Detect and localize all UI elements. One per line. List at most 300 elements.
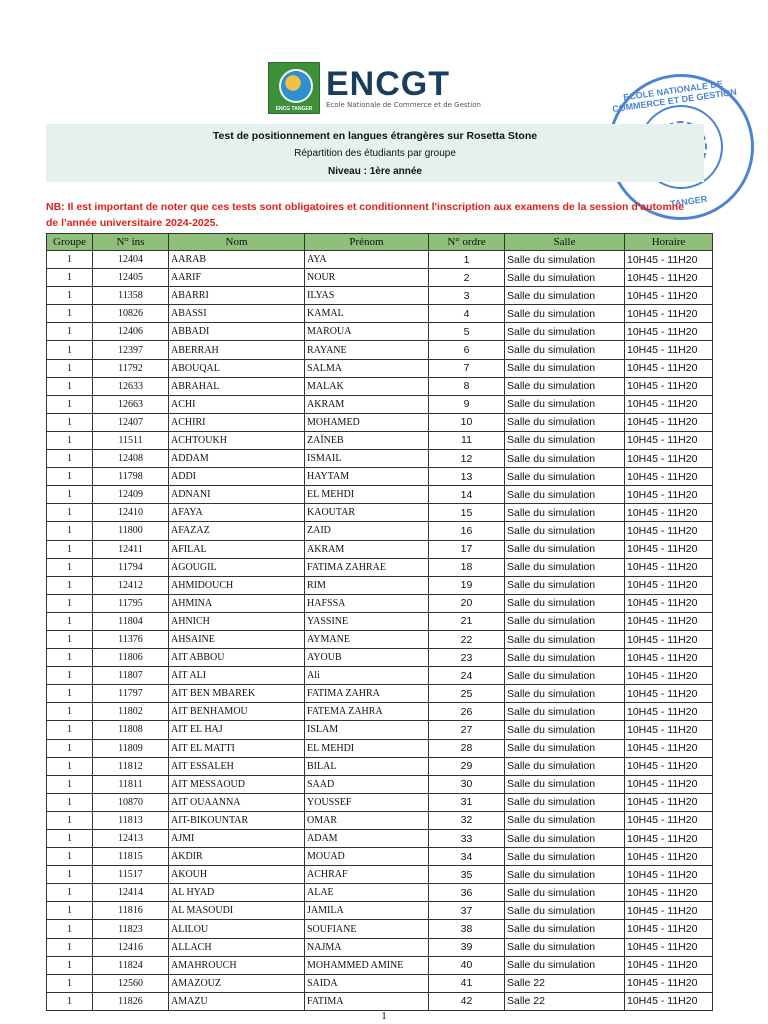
horaire-cell: 10H45 - 11H20 [625,576,713,594]
groupe-cell: 1 [47,522,93,540]
groupe-cell: 1 [47,667,93,685]
salle-cell: Salle du simulation [505,866,625,884]
table-row [47,305,713,323]
n-ins-cell: 10870 [93,793,169,811]
n-ins-cell: 11826 [93,992,169,1010]
table-row [47,703,713,721]
groupe-cell: 1 [47,848,93,866]
table-row [47,395,713,413]
table-row [47,757,713,775]
salle-cell: Salle du simulation [505,558,625,576]
logo-name: ENCGT [326,65,450,103]
salle-cell: Salle du simulation [505,739,625,757]
table-row [47,287,713,305]
table-row [47,649,713,667]
groupe-cell: 1 [47,685,93,703]
table-row [47,667,713,685]
groupe-cell: 1 [47,504,93,522]
column-salle-header: Salle [505,234,625,251]
n-ins-cell: 12416 [93,938,169,956]
n-ordre-cell: 4 [429,305,505,323]
horaire-cell: 10H45 - 11H20 [625,866,713,884]
prenom-cell: FATIMA ZAHRA [305,685,429,703]
nom-cell: AIT EL MATTI [169,739,305,757]
prenom-cell: KAOUTAR [305,504,429,522]
horaire-cell: 10H45 - 11H20 [625,757,713,775]
nom-cell: AIT EL HAJ [169,721,305,739]
table-row [47,920,713,938]
horaire-cell: 10H45 - 11H20 [625,775,713,793]
salle-cell: Salle du simulation [505,938,625,956]
nom-cell: AKOUH [169,866,305,884]
n-ordre-cell: 31 [429,793,505,811]
prenom-cell: OMAR [305,811,429,829]
salle-cell: Salle du simulation [505,775,625,793]
horaire-cell: 10H45 - 11H20 [625,739,713,757]
horaire-cell: 10H45 - 11H20 [625,558,713,576]
school-logo [268,62,481,114]
n-ins-cell: 12404 [93,251,169,269]
groupe-cell: 1 [47,540,93,558]
n-ordre-cell: 36 [429,884,505,902]
n-ordre-cell: 33 [429,830,505,848]
table-row [47,685,713,703]
n-ordre-cell: 26 [429,703,505,721]
groupe-cell: 1 [47,558,93,576]
table-row [47,468,713,486]
horaire-cell: 10H45 - 11H20 [625,667,713,685]
prenom-cell: NOUR [305,269,429,287]
nom-cell: AIT-BIKOUNTAR [169,811,305,829]
n-ordre-cell: 2 [429,269,505,287]
n-ordre-cell: 40 [429,956,505,974]
nom-cell: AARAB [169,251,305,269]
column-n-ordre-header: N° ordre [429,234,505,251]
n-ordre-cell: 7 [429,359,505,377]
n-ordre-cell: 3 [429,287,505,305]
groupe-cell: 1 [47,251,93,269]
table-row [47,956,713,974]
prenom-cell: ZAID [305,522,429,540]
stamp-top-text: ECOLE NATIONALE DE COMMERCE ET DE GESTION [611,78,738,115]
horaire-cell: 10H45 - 11H20 [625,413,713,431]
n-ordre-cell: 17 [429,540,505,558]
salle-cell: Salle du simulation [505,486,625,504]
n-ordre-cell: 41 [429,974,505,992]
table-row [47,359,713,377]
horaire-cell: 10H45 - 11H20 [625,830,713,848]
horaire-cell: 10H45 - 11H20 [625,974,713,992]
level-label: Niveau : 1ère année [328,166,422,177]
groupe-cell: 1 [47,739,93,757]
n-ins-cell: 11807 [93,667,169,685]
n-ordre-cell: 30 [429,775,505,793]
table-row [47,811,713,829]
horaire-cell: 10H45 - 11H20 [625,703,713,721]
n-ordre-cell: 15 [429,504,505,522]
nom-cell: AIT OUAANNA [169,793,305,811]
salle-cell: Salle du simulation [505,305,625,323]
prenom-cell: KAMAL [305,305,429,323]
prenom-cell: ILYAS [305,287,429,305]
nom-cell: AHMINA [169,594,305,612]
n-ordre-cell: 34 [429,848,505,866]
table-row [47,739,713,757]
prenom-cell: YASSINE [305,612,429,630]
n-ins-cell: 11824 [93,956,169,974]
groupe-cell: 1 [47,956,93,974]
table-row [47,269,713,287]
salle-cell: Salle du simulation [505,522,625,540]
groupe-cell: 1 [47,576,93,594]
n-ordre-cell: 1 [429,251,505,269]
table-row [47,938,713,956]
prenom-cell: MOUAD [305,848,429,866]
n-ins-cell: 11808 [93,721,169,739]
prenom-cell: ADAM [305,830,429,848]
logo-subtitle: Ecole Nationale de Commerce et de Gestion [326,101,481,109]
nom-cell: AIT ALI [169,667,305,685]
table-row [47,540,713,558]
n-ordre-cell: 23 [429,649,505,667]
table-row [47,866,713,884]
nom-cell: AARIF [169,269,305,287]
groupe-cell: 1 [47,830,93,848]
n-ordre-cell: 29 [429,757,505,775]
n-ordre-cell: 6 [429,341,505,359]
nom-cell: ACHI [169,395,305,413]
n-ins-cell: 12633 [93,377,169,395]
nom-cell: AIT ESSALEH [169,757,305,775]
groupe-cell: 1 [47,341,93,359]
n-ins-cell: 12408 [93,450,169,468]
groupe-cell: 1 [47,612,93,630]
prenom-cell: MAROUA [305,323,429,341]
groupe-cell: 1 [47,287,93,305]
prenom-cell: FATIMA ZAHRAE [305,558,429,576]
n-ins-cell: 11802 [93,703,169,721]
n-ins-cell: 11511 [93,431,169,449]
nom-cell: ADDI [169,468,305,486]
horaire-cell: 10H45 - 11H20 [625,811,713,829]
n-ordre-cell: 25 [429,685,505,703]
prenom-cell: ALAE [305,884,429,902]
prenom-cell: RAYANE [305,341,429,359]
column-n-ins-header: N° ins [93,234,169,251]
n-ordre-cell: 13 [429,468,505,486]
table-row [47,558,713,576]
n-ins-cell: 12411 [93,540,169,558]
n-ins-cell: 12397 [93,341,169,359]
table-row [47,612,713,630]
prenom-cell: AKRAM [305,540,429,558]
salle-cell: Salle du simulation [505,576,625,594]
table-row [47,323,713,341]
n-ordre-cell: 5 [429,323,505,341]
horaire-cell: 10H45 - 11H20 [625,431,713,449]
table-row [47,594,713,612]
nom-cell: AGOUGIL [169,558,305,576]
prenom-cell: YOUSSEF [305,793,429,811]
n-ordre-cell: 10 [429,413,505,431]
n-ordre-cell: 9 [429,395,505,413]
groupe-cell: 1 [47,920,93,938]
nom-cell: ACHTOUKH [169,431,305,449]
table-row [47,450,713,468]
groupe-cell: 1 [47,721,93,739]
n-ins-cell: 12414 [93,884,169,902]
horaire-cell: 10H45 - 11H20 [625,938,713,956]
groupe-cell: 1 [47,269,93,287]
n-ordre-cell: 37 [429,902,505,920]
nom-cell: AMAHROUCH [169,956,305,974]
n-ins-cell: 11794 [93,558,169,576]
document-title: Test de positionnement en langues étrangères sur Rosetta Stone [212,130,538,142]
column-prenom-header: Prénom [305,234,429,251]
salle-cell: Salle du simulation [505,612,625,630]
groupe-cell: 1 [47,413,93,431]
prenom-cell: JAMILA [305,902,429,920]
horaire-cell: 10H45 - 11H20 [625,685,713,703]
salle-cell: Salle du simulation [505,540,625,558]
prenom-cell: AYA [305,251,429,269]
nom-cell: ACHIRI [169,413,305,431]
salle-cell: Salle du simulation [505,667,625,685]
n-ins-cell: 12407 [93,413,169,431]
horaire-cell: 10H45 - 11H20 [625,504,713,522]
groupe-cell: 1 [47,486,93,504]
table-row [47,630,713,648]
column-groupe-header: Groupe [47,234,93,251]
horaire-cell: 10H45 - 11H20 [625,359,713,377]
salle-cell: Salle du simulation [505,341,625,359]
n-ins-cell: 12560 [93,974,169,992]
n-ins-cell: 11800 [93,522,169,540]
groupe-cell: 1 [47,431,93,449]
table-row [47,341,713,359]
horaire-cell: 10H45 - 11H20 [625,450,713,468]
student-table [46,233,713,1011]
globe-emblem-icon [268,62,320,114]
groupe-cell: 1 [47,938,93,956]
salle-cell: Salle du simulation [505,504,625,522]
nom-cell: AL MASOUDI [169,902,305,920]
groupe-cell: 1 [47,468,93,486]
n-ordre-cell: 35 [429,866,505,884]
horaire-cell: 10H45 - 11H20 [625,305,713,323]
horaire-cell: 10H45 - 11H20 [625,649,713,667]
column-horaire-header: Horaire [625,234,713,251]
prenom-cell: ACHRAF [305,866,429,884]
n-ins-cell: 11811 [93,775,169,793]
nom-cell: AKDIR [169,848,305,866]
horaire-cell: 10H45 - 11H20 [625,721,713,739]
n-ordre-cell: 14 [429,486,505,504]
horaire-cell: 10H45 - 11H20 [625,884,713,902]
n-ins-cell: 12406 [93,323,169,341]
nom-cell: ABBADI [169,323,305,341]
prenom-cell: ZAÏNEB [305,431,429,449]
column-nom-header: Nom [169,234,305,251]
salle-cell: Salle du simulation [505,269,625,287]
horaire-cell: 10H45 - 11H20 [625,269,713,287]
prenom-cell: EL MEHDI [305,486,429,504]
n-ordre-cell: 12 [429,450,505,468]
nom-cell: AMAZU [169,992,305,1010]
groupe-cell: 1 [47,359,93,377]
table-row [47,793,713,811]
salle-cell: Salle du simulation [505,830,625,848]
salle-cell: Salle du simulation [505,377,625,395]
horaire-cell: 10H45 - 11H20 [625,848,713,866]
n-ordre-cell: 38 [429,920,505,938]
table-row [47,992,713,1010]
salle-cell: Salle 22 [505,992,625,1010]
nom-cell: AFILAL [169,540,305,558]
table-row [47,486,713,504]
groupe-cell: 1 [47,974,93,992]
prenom-cell: RIM [305,576,429,594]
prenom-cell: MOHAMMED AMINE [305,956,429,974]
salle-cell: Salle du simulation [505,431,625,449]
nom-cell: AIT BEN MBAREK [169,685,305,703]
nom-cell: ABASSI [169,305,305,323]
salle-cell: Salle du simulation [505,902,625,920]
n-ordre-cell: 27 [429,721,505,739]
prenom-cell: AKRAM [305,395,429,413]
groupe-cell: 1 [47,323,93,341]
table-row [47,522,713,540]
salle-cell: Salle du simulation [505,450,625,468]
horaire-cell: 10H45 - 11H20 [625,377,713,395]
groupe-cell: 1 [47,377,93,395]
n-ordre-cell: 39 [429,938,505,956]
table-row [47,721,713,739]
groupe-cell: 1 [47,775,93,793]
prenom-cell: FATEMA ZAHRA [305,703,429,721]
nom-cell: ALLACH [169,938,305,956]
groupe-cell: 1 [47,630,93,648]
salle-cell: Salle du simulation [505,468,625,486]
n-ordre-cell: 8 [429,377,505,395]
table-row [47,413,713,431]
horaire-cell: 10H45 - 11H20 [625,920,713,938]
n-ordre-cell: 18 [429,558,505,576]
important-note: NB: Il est important de noter que ces tests sont obligatoires et conditionnent l'inscription aux examens de la session d'automne de l'année universitaire 2024-2025. [46,201,685,229]
horaire-cell: 10H45 - 11H20 [625,612,713,630]
groupe-cell: 1 [47,757,93,775]
table-row [47,974,713,992]
table-row [47,431,713,449]
table-row [47,251,713,269]
nom-cell: AHNICH [169,612,305,630]
salle-cell: Salle du simulation [505,287,625,305]
prenom-cell: HAYTAM [305,468,429,486]
prenom-cell: MOHAMED [305,413,429,431]
n-ins-cell: 12409 [93,486,169,504]
nom-cell: ALILOU [169,920,305,938]
n-ins-cell: 11823 [93,920,169,938]
table-row [47,377,713,395]
nom-cell: ADDAM [169,450,305,468]
prenom-cell: FATIMA [305,992,429,1010]
horaire-cell: 10H45 - 11H20 [625,630,713,648]
prenom-cell: ISLAM [305,721,429,739]
document-header [46,124,704,182]
salle-cell: Salle 22 [505,974,625,992]
n-ordre-cell: 21 [429,612,505,630]
prenom-cell: NAJMA [305,938,429,956]
n-ordre-cell: 22 [429,630,505,648]
prenom-cell: MALAK [305,377,429,395]
n-ordre-cell: 19 [429,576,505,594]
n-ins-cell: 11812 [93,757,169,775]
salle-cell: Salle du simulation [505,395,625,413]
n-ins-cell: 11809 [93,739,169,757]
table-row [47,848,713,866]
groupe-cell: 1 [47,305,93,323]
groupe-cell: 1 [47,395,93,413]
n-ins-cell: 11358 [93,287,169,305]
nom-cell: AIT BENHAMOU [169,703,305,721]
salle-cell: Salle du simulation [505,811,625,829]
nom-cell: ABARRI [169,287,305,305]
document-subtitle: Répartition des étudiants par groupe [294,148,456,159]
prenom-cell: SAIDA [305,974,429,992]
salle-cell: Salle du simulation [505,793,625,811]
salle-cell: Salle du simulation [505,757,625,775]
salle-cell: Salle du simulation [505,359,625,377]
n-ins-cell: 12412 [93,576,169,594]
nom-cell: AIT MESSAOUD [169,775,305,793]
horaire-cell: 10H45 - 11H20 [625,594,713,612]
salle-cell: Salle du simulation [505,323,625,341]
prenom-cell: ISMAIL [305,450,429,468]
table-row [47,884,713,902]
n-ins-cell: 11792 [93,359,169,377]
table-row [47,504,713,522]
groupe-cell: 1 [47,811,93,829]
n-ordre-cell: 42 [429,992,505,1010]
nom-cell: AFAZAZ [169,522,305,540]
groupe-cell: 1 [47,450,93,468]
horaire-cell: 10H45 - 11H20 [625,468,713,486]
horaire-cell: 10H45 - 11H20 [625,395,713,413]
n-ins-cell: 12410 [93,504,169,522]
logo-mark-caption: ENCG TANGER [275,106,313,112]
horaire-cell: 10H45 - 11H20 [625,956,713,974]
nom-cell: ADNANI [169,486,305,504]
prenom-cell: BILAL [305,757,429,775]
n-ins-cell: 11804 [93,612,169,630]
horaire-cell: 10H45 - 11H20 [625,540,713,558]
groupe-cell: 1 [47,703,93,721]
groupe-cell: 1 [47,884,93,902]
prenom-cell: HAFSSA [305,594,429,612]
horaire-cell: 10H45 - 11H20 [625,323,713,341]
nom-cell: ABERRAH [169,341,305,359]
n-ordre-cell: 32 [429,811,505,829]
groupe-cell: 1 [47,793,93,811]
salle-cell: Salle du simulation [505,721,625,739]
n-ins-cell: 11816 [93,902,169,920]
nom-cell: AIT ABBOU [169,649,305,667]
prenom-cell: EL MEHDI [305,739,429,757]
salle-cell: Salle du simulation [505,594,625,612]
salle-cell: Salle du simulation [505,956,625,974]
prenom-cell: SAAD [305,775,429,793]
horaire-cell: 10H45 - 11H20 [625,341,713,359]
